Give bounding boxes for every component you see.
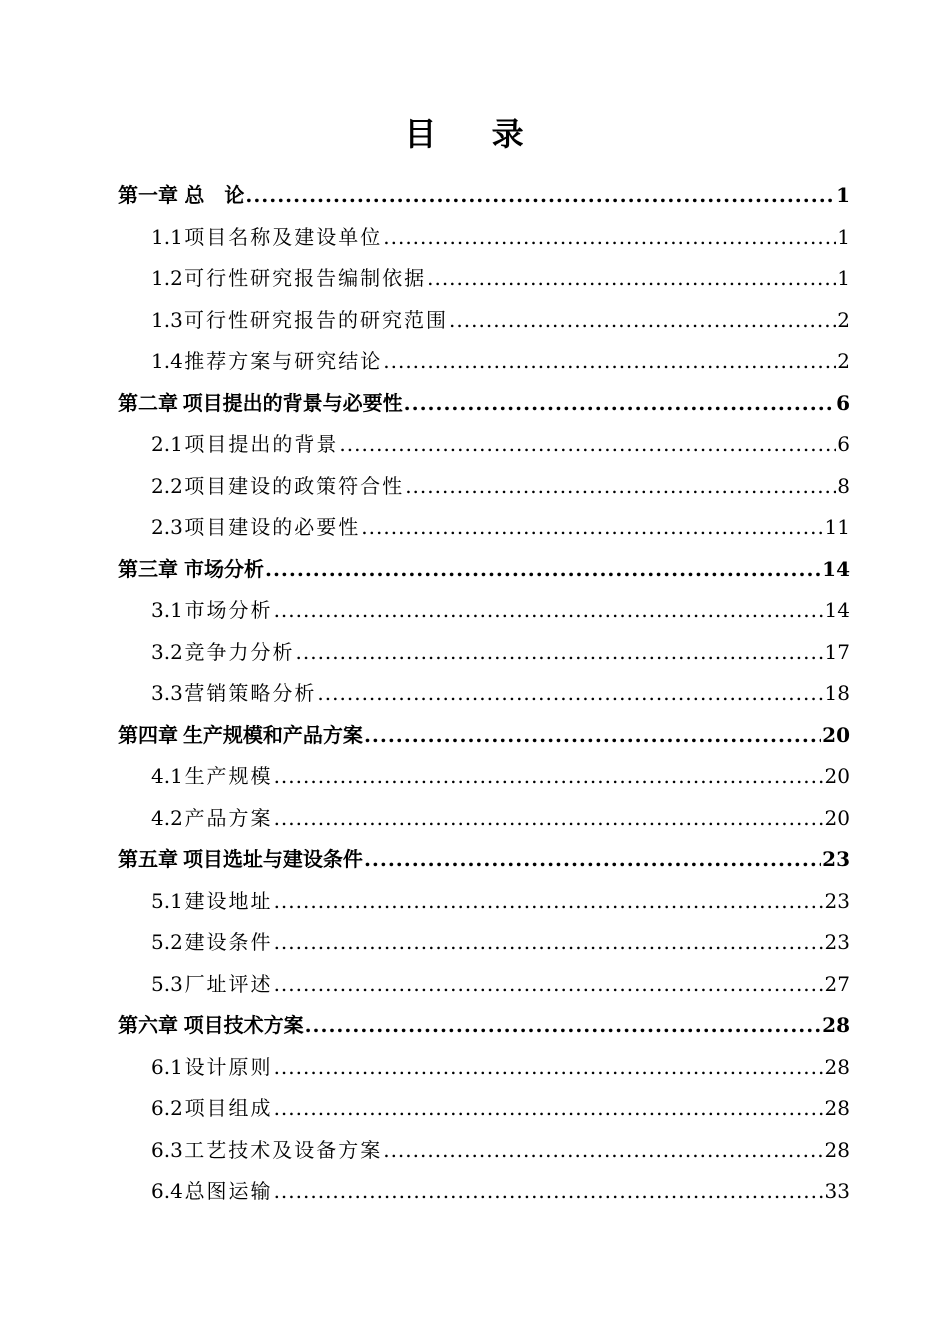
toc-page-number: 23: [824, 930, 850, 954]
toc-page-number: 6: [836, 390, 850, 415]
toc-entry-title: 建设条件: [184, 930, 273, 954]
toc-page-number: 33: [824, 1179, 850, 1203]
toc-dot-leader: [296, 632, 824, 674]
toc-entry-number: 6.3: [151, 1137, 183, 1162]
toc-page-number: 11: [824, 515, 850, 539]
toc-dot-leader: [274, 590, 824, 632]
toc-entry-number: 2.2: [151, 473, 183, 498]
toc-entry-title: 市场分析: [184, 598, 273, 622]
toc-entry-title: 总 论: [184, 183, 245, 207]
toc-section-entry[interactable]: [118, 798, 850, 840]
toc-section-entry[interactable]: [118, 1171, 850, 1213]
toc-entry-title: 总图运输: [184, 1179, 273, 1203]
toc-entry-number: 5.1: [151, 888, 183, 913]
toc-dot-leader: [265, 549, 821, 591]
toc-dot-leader: [305, 1005, 822, 1047]
toc-section-entry[interactable]: [118, 1130, 850, 1172]
toc-page-number: 8: [837, 473, 850, 498]
toc-page-number: 6: [837, 432, 850, 456]
toc-entry-number: 第五章: [118, 847, 178, 871]
toc-section-entry[interactable]: [118, 881, 850, 923]
toc-dot-leader: [449, 300, 836, 342]
toc-dot-leader: [274, 1047, 824, 1089]
toc-page-number: 28: [822, 1013, 850, 1037]
toc-entry-title: 项目技术方案: [183, 1013, 304, 1037]
toc-page-number: 20: [822, 722, 850, 747]
toc-entry-number: 1.3: [151, 307, 183, 332]
toc-chapter-entry[interactable]: [118, 175, 850, 217]
toc-section-entry[interactable]: [118, 673, 850, 715]
toc-entry-number: 3.2: [151, 639, 183, 664]
toc-page-number: 14: [822, 556, 850, 581]
toc-entry-title: 工艺技术及设备方案: [184, 1137, 383, 1162]
toc-dot-leader: [361, 507, 823, 549]
toc-dot-leader: [427, 258, 836, 300]
toc-page-number: 28: [824, 1137, 850, 1162]
toc-entry-number: 第三章: [118, 556, 178, 581]
toc-entry-number: 2.3: [151, 515, 183, 539]
toc-dot-leader: [383, 217, 836, 259]
toc-entry-number: 第二章: [118, 390, 178, 415]
toc-section-entry[interactable]: [118, 1047, 850, 1089]
toc-entry-title: 推荐方案与研究结论: [184, 349, 383, 373]
toc-dot-leader: [274, 881, 824, 923]
toc-section-entry[interactable]: [118, 424, 850, 466]
toc-dot-leader: [274, 1088, 824, 1130]
toc-entry-title: 生产规模和产品方案: [182, 722, 363, 747]
toc-entry-title: 项目选址与建设条件: [182, 847, 363, 871]
toc-page-number: 23: [824, 888, 850, 913]
toc-dot-leader: [317, 673, 823, 715]
toc-chapter-entry[interactable]: [118, 383, 850, 425]
toc-entry-title: 可行性研究报告的研究范围: [184, 307, 449, 332]
toc-dot-leader: [383, 1130, 823, 1172]
toc-title: 目 录: [404, 115, 546, 153]
toc-entry-number: 第六章: [118, 1013, 178, 1037]
toc-entry-number: 6.1: [151, 1054, 183, 1079]
toc-section-entry[interactable]: [118, 300, 850, 342]
toc-section-entry[interactable]: [118, 756, 850, 798]
toc-chapter-entry[interactable]: [118, 549, 850, 591]
toc-dot-leader: [274, 798, 824, 840]
toc-page-number: 17: [824, 639, 850, 664]
toc-entry-title: 项目名称及建设单位: [184, 224, 383, 249]
toc-page-number: 2: [837, 307, 850, 332]
toc-entry-title: 厂址评述: [184, 971, 273, 996]
toc-entry-title: 项目提出的背景与必要性: [182, 390, 403, 415]
toc-entry-title: 建设地址: [184, 888, 273, 913]
toc-dot-leader: [383, 341, 836, 383]
toc-section-entry[interactable]: [118, 466, 850, 508]
toc-page-number: 1: [837, 266, 850, 290]
toc-entry-title: 生产规模: [184, 764, 273, 788]
toc-entry-number: 第一章: [118, 183, 178, 207]
toc-page-number: 14: [824, 598, 850, 622]
toc-entry-number: 3.3: [151, 681, 183, 705]
toc-dot-leader: [404, 383, 835, 425]
toc-entry-number: 2.1: [151, 432, 183, 456]
toc-page-number: 20: [824, 805, 850, 830]
toc-dot-leader: [364, 839, 821, 881]
toc-entry-title: 项目建设的政策符合性: [184, 473, 405, 498]
toc-section-entry[interactable]: [118, 922, 850, 964]
table-of-contents: [118, 175, 850, 1213]
toc-entry-title: 产品方案: [184, 805, 273, 830]
toc-dot-leader: [274, 922, 824, 964]
toc-entry-number: 3.1: [151, 598, 183, 622]
toc-section-entry[interactable]: [118, 632, 850, 674]
toc-dot-leader: [339, 424, 836, 466]
toc-entry-number: 4.2: [151, 805, 183, 830]
toc-entry-number: 5.3: [151, 971, 183, 996]
toc-entry-number: 1.2: [151, 266, 183, 290]
toc-dot-leader: [274, 1171, 824, 1213]
toc-entry-title: 竞争力分析: [184, 639, 295, 664]
toc-section-entry[interactable]: [118, 507, 850, 549]
toc-page-number: 28: [824, 1054, 850, 1079]
toc-entry-title: 设计原则: [184, 1054, 273, 1079]
toc-section-entry[interactable]: [118, 341, 850, 383]
toc-chapter-entry[interactable]: [118, 839, 850, 881]
toc-entry-title: 项目组成: [184, 1096, 273, 1120]
toc-entry-title: 项目提出的背景: [184, 432, 339, 456]
toc-section-entry[interactable]: [118, 1088, 850, 1130]
toc-page-number: 27: [824, 971, 850, 996]
toc-page-number: 1: [837, 224, 850, 249]
toc-entry-number: 4.1: [151, 764, 183, 788]
toc-dot-leader: [405, 466, 836, 508]
toc-section-entry[interactable]: [118, 964, 850, 1006]
toc-page-number: 28: [824, 1096, 850, 1120]
toc-entry-number: 1.1: [151, 224, 183, 249]
toc-entry-number: 6.4: [151, 1179, 183, 1203]
toc-entry-number: 1.4: [151, 349, 183, 373]
toc-page-number: 1: [836, 183, 850, 207]
toc-dot-leader: [364, 715, 821, 757]
toc-section-entry[interactable]: [118, 258, 850, 300]
toc-dot-leader: [274, 964, 824, 1006]
toc-chapter-entry[interactable]: [118, 1005, 850, 1047]
toc-dot-leader: [245, 175, 835, 217]
toc-section-entry[interactable]: [118, 217, 850, 259]
toc-page-number: 23: [822, 847, 850, 871]
toc-dot-leader: [274, 756, 824, 798]
toc-entry-number: 6.2: [151, 1096, 183, 1120]
toc-entry-title: 市场分析: [184, 556, 264, 581]
toc-entry-title: 可行性研究报告编制依据: [184, 266, 427, 290]
toc-page-number: 18: [824, 681, 850, 705]
toc-entry-title: 营销策略分析: [184, 681, 317, 705]
toc-section-entry[interactable]: [118, 590, 850, 632]
toc-page-number: 20: [824, 764, 850, 788]
toc-entry-title: 项目建设的必要性: [184, 515, 361, 539]
toc-page-number: 2: [837, 349, 850, 373]
toc-entry-number: 第四章: [118, 722, 178, 747]
toc-chapter-entry[interactable]: [118, 715, 850, 757]
toc-entry-number: 5.2: [151, 930, 183, 954]
